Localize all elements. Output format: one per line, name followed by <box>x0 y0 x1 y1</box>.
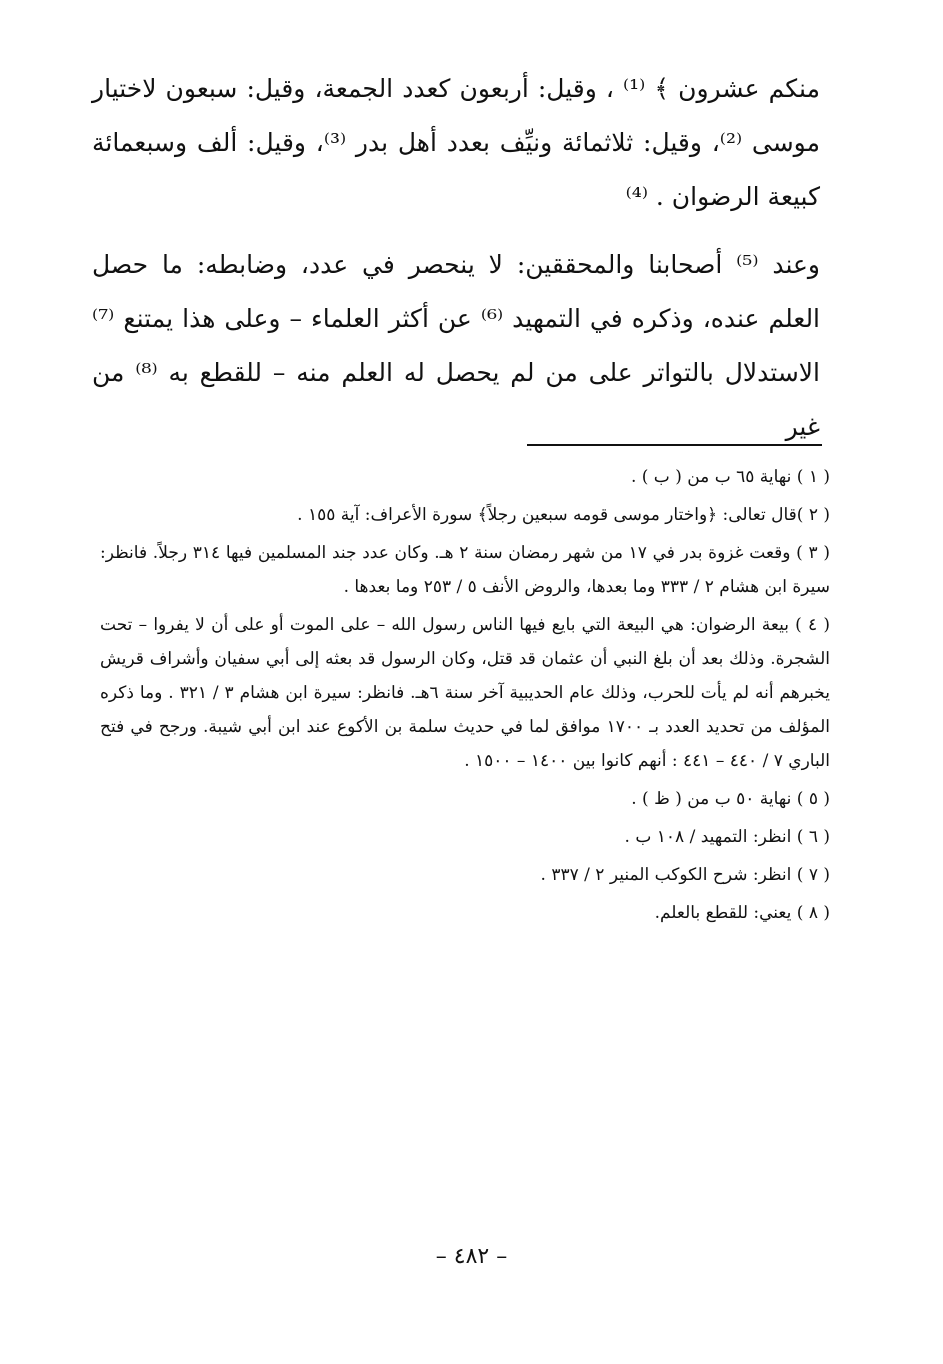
footnote-7: ( ٧ ) انظر: شرح الكوكب المنير ٢ / ٣٣٧ . <box>540 865 830 885</box>
main-text <box>92 62 820 454</box>
footnote-8: ( ٨ ) يعني: للقطع بالعلم. <box>654 903 830 923</box>
main-paragraph: وعند ⁽⁵⁾ أصحابنا والمحققين: لا ينحصر في عدد، وضابطه: ما حصل العلم عنده، وذكره في التمهيد ⁽⁶⁾ عن أكثر العلماء – وعلى هذا يمتنع ⁽⁷⁾ الاستدلال بالتواتر على من لم يحصل له العلم منه – للقطع به ⁽⁸⁾ من غير <box>92 250 821 441</box>
page-number: – ٤٨٢ – <box>435 1244 508 1269</box>
footnote-separator <box>527 444 822 446</box>
main-paragraph: منكم عشرون ﴾ ⁽¹⁾ ، وقيل: أربعون كعدد الجمعة، وقيل: سبعون لاختيار موسى ⁽²⁾، وقيل: ثلاثمائة ونيِّف بعدد أهل بدر ⁽³⁾، وقيل: ألف وسبعمائة كبيعة الرضوان . ⁽⁴⁾ <box>92 74 820 211</box>
footnote-3: ( ٣ ) وقعت غزوة بدر في ١٧ من شهر رمضان سنة ٢ هـ. وكان عدد جند المسلمين فيها ٣١٤ رجلاً. فانظر: سيرة ابن هشام ٢ / ٣٣٣ وما بعدها، والروض الأنف ٥ / ٢٥٣ وما بعدها . <box>100 543 830 597</box>
footnotes <box>100 460 830 930</box>
footnote-6: ( ٦ ) انظر: التمهيد / ١٠٨ ب . <box>624 827 830 847</box>
footnote-1: ( ١ ) نهاية ٦٥ ب من ( ب ) . <box>630 467 830 487</box>
footnote-2: ( ٢ )قال تعالى: ﴿واختار موسى قومه سبعين رجلاً﴾ سورة الأعراف: آية ١٥٥ . <box>297 505 830 525</box>
footnote-4: ( ٤ ) بيعة الرضوان: هي البيعة التي بايع فيها الناس رسول الله – على الموت أو على أن لا يفروا – تحت الشجرة. وذلك بعد أن بلغ النبي أن عثمان قد قتل، وكان الرسول قد بعثه إلى أبي سفيان وأشراف قريش يخبرهم أنه لم يأت للحرب، وذلك عام الحديبية آخر سنة ٦هـ. فانظر: سيرة ابن هشام ٣ / ٣٢١ . وما ذكره المؤلف من تحديد العدد بـ ١٧٠٠ موافق لما في حديث سلمة بن الأكوع عند ابن أبي شيبة. ورجح في فتح الباري ٧ / ٤٤٠ – ٤٤١ : أنهم كانوا بين ١٤٠٠ – ١٥٠٠ . <box>100 615 831 771</box>
footnote-5: ( ٥ ) نهاية ٥٠ ب من ( ظ ) . <box>631 789 830 809</box>
